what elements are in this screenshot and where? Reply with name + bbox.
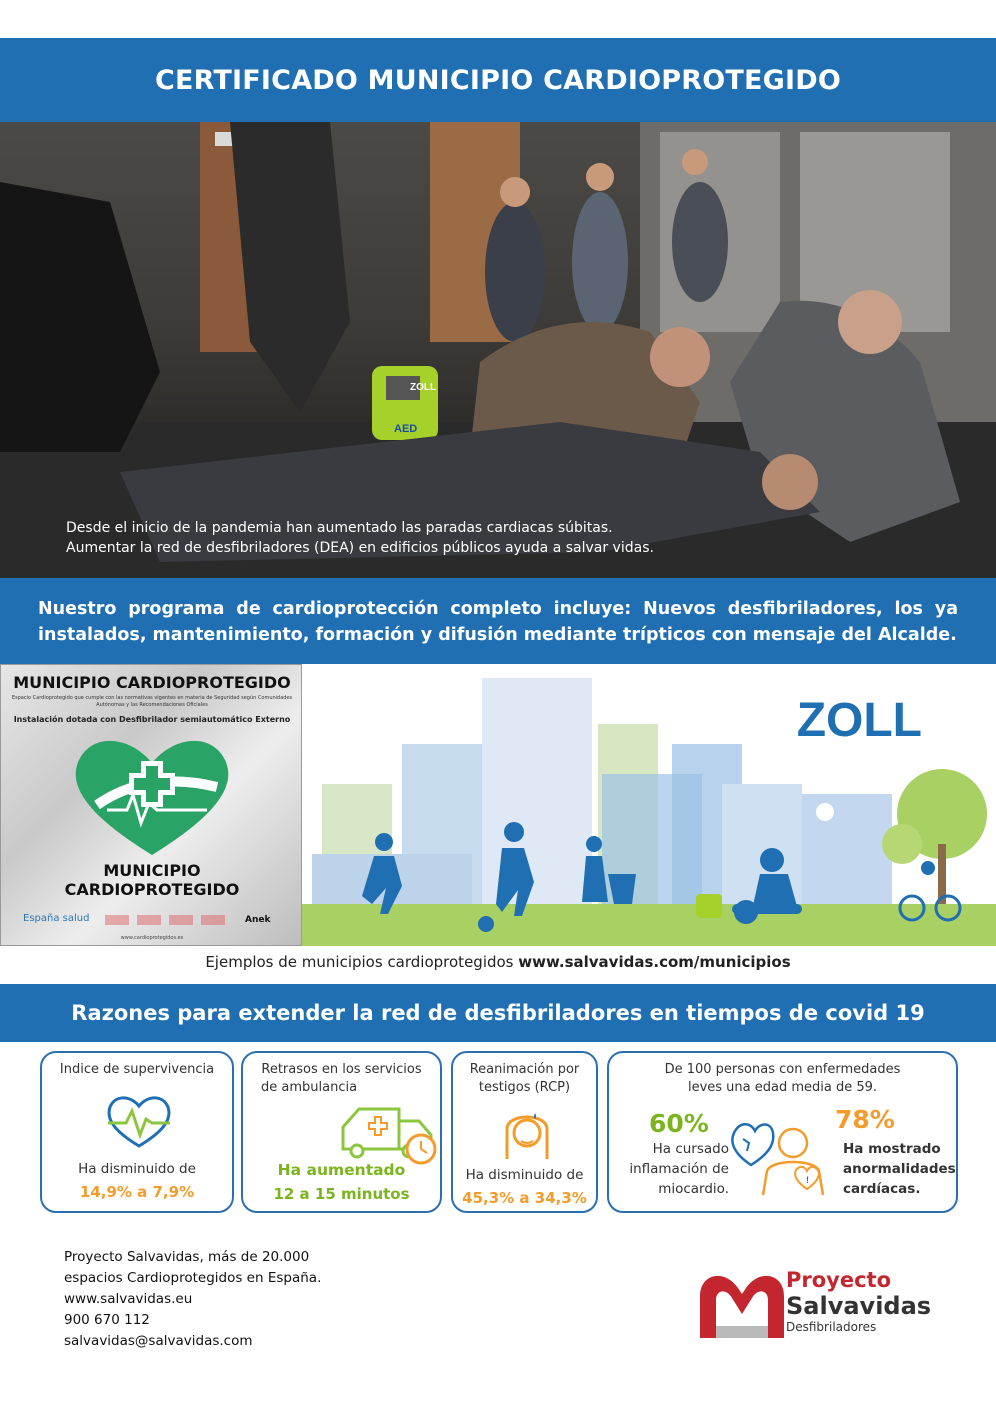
rescuer-head-icon [760, 848, 784, 872]
espana-salud-logo: España salud [23, 913, 90, 924]
program-line1: Nuestro programa de cardioprotección completo incluye: Nuevos desfibriladores, los ya [38, 599, 958, 619]
right-stat-line1: Ha mostrado [843, 1141, 941, 1157]
card-title [609, 1061, 956, 1097]
reasons-title: Razones para extender la red de desfibriladores en tiempos de covid 19 [71, 1001, 925, 1025]
card-title: Indice de supervivencia [59, 1062, 215, 1077]
cyclist-head-icon [921, 861, 935, 875]
program-line2: instalados, mantenimiento, formación y difusión mediante trípticos con mensaje del Alcalde. [38, 625, 957, 645]
hero-caption [66, 518, 654, 558]
iso-badge [105, 915, 129, 925]
examples-text: Ejemplos de municipios cardioprotegidos [205, 953, 519, 971]
salvavidas-hands-icon [694, 1266, 790, 1346]
footer-phone[interactable]: 900 670 112 [64, 1312, 150, 1328]
green-heart-icon [67, 725, 237, 865]
woman-head-icon [586, 836, 602, 852]
runner [230, 122, 350, 412]
examples-line [0, 948, 996, 976]
left-stat-line1: Ha cursado [652, 1141, 729, 1157]
program-band [0, 578, 996, 664]
card-title-line1: Retrasos en los servicios [261, 1062, 422, 1077]
left-stat-text [609, 1139, 729, 1199]
card-value: 12 a 15 minutos [273, 1185, 410, 1203]
ambulance-icon [339, 1097, 439, 1167]
certificate-plaque [0, 664, 302, 946]
right-stat-line2: anormalidades [843, 1161, 956, 1177]
card-title-line2: testigos (RCP) [478, 1080, 571, 1095]
iso-badge-2 [137, 915, 161, 925]
ball-icon [478, 916, 494, 932]
aed-label: AED [394, 423, 418, 435]
left-stat-value: 60% [649, 1109, 709, 1138]
tall-building [482, 678, 592, 904]
card-title-line2: de ambulancia [261, 1080, 358, 1095]
card-title [243, 1061, 440, 1097]
logo-line3: Desfibriladores [786, 1320, 877, 1334]
card-cpr [451, 1051, 598, 1213]
city-illustration [302, 664, 996, 946]
plaque-title: MUNICIPIO CARDIOPROTEGIDO [13, 673, 291, 692]
header-band [0, 38, 996, 122]
clock-building [802, 794, 892, 904]
patient-head-icon [734, 900, 758, 924]
footer-contact [64, 1247, 321, 1352]
page-title: CERTIFICADO MUNICIPIO CARDIOPROTEGIDO [154, 64, 842, 96]
rescuer-2-head [838, 290, 902, 354]
card-ambulance [241, 1051, 442, 1213]
card-title [453, 1061, 596, 1097]
walker-2-head [586, 163, 614, 191]
iso-badge-3 [169, 915, 193, 925]
plaque-logos [23, 909, 293, 933]
zoll-logo: ZOLL [796, 694, 922, 747]
walker [485, 202, 545, 342]
child-head-icon [504, 822, 524, 842]
card-desc: Ha aumentado [277, 1161, 406, 1179]
left-stat-line3: miocardio. [658, 1181, 729, 1197]
aed-icon [696, 894, 722, 918]
walker-head [500, 177, 530, 207]
card-desc: Ha disminuido de [78, 1161, 196, 1177]
plaque-name-line1: MUNICIPIO [103, 861, 201, 880]
hero-caption-line2: Aumentar la red de desfibriladores (DEA) en edificios públicos ayuda a salvar vidas. [66, 540, 654, 556]
plaque-subtitle: Espacio Cardioprotegido que cumple con las normativas vigentes en materia de Seguridad según Comunidades Autónomas y las Recomendaciones Oficiales [11, 695, 293, 708]
rescuer-1-head [650, 327, 710, 387]
lying-man-head [762, 454, 818, 510]
hero-scene [0, 122, 996, 578]
hero-caption-line1: Desde el inicio de la pandemia han aumentado las paradas cardiacas súbitas. [66, 520, 613, 536]
salvavidas-logo [694, 1262, 954, 1348]
footer-line1: Proyecto Salvavidas, más de 20.000 [64, 1249, 310, 1265]
clock-icon [816, 803, 834, 821]
card-title-line1: Reanimación por [469, 1062, 580, 1077]
plaque-name-line2: CARDIOPROTEGIDO [64, 880, 240, 899]
logo-line1: Proyecto [786, 1268, 892, 1292]
svg-text:!: ! [806, 1175, 809, 1185]
logo-line2: Salvavidas [786, 1292, 932, 1320]
card-desc: Ha disminuido de [465, 1167, 584, 1183]
anek-logo: Anek [245, 915, 271, 925]
city-scene [302, 664, 996, 946]
card-covid-heart [607, 1051, 958, 1213]
plaque-name [1, 861, 303, 899]
reasons-band [0, 984, 996, 1042]
right-stat-line3: cardíacas. [843, 1181, 921, 1197]
footer-website[interactable]: www.salvavidas.eu [64, 1291, 193, 1307]
card-title-line2: leves una edad media de 59. [687, 1080, 878, 1095]
card-survival [40, 1051, 234, 1213]
grass [302, 904, 996, 946]
runner-head-icon [375, 833, 393, 851]
card-value: 14,9% a 7,9% [79, 1183, 195, 1201]
heart-pulse-icon [104, 1091, 174, 1151]
heart-person-icon [727, 1115, 835, 1199]
card-title-line1: De 100 personas con enfermedades [664, 1062, 901, 1077]
walker-3 [672, 182, 728, 302]
examples-link[interactable]: www.salvavidas.com/municipios [518, 953, 791, 971]
foreground-person [0, 182, 160, 452]
hero-photo [0, 122, 996, 578]
right-stat-text [843, 1139, 956, 1199]
footer-email[interactable]: salvavidas@salvavidas.com [64, 1333, 253, 1349]
card-value: 45,3% a 34,3% [462, 1189, 587, 1207]
right-stat-value: 78% [835, 1105, 895, 1134]
middle-section [0, 664, 996, 946]
tree-icon-2 [882, 824, 922, 864]
plaque-url: www.cardioprotegidos.es [120, 935, 184, 941]
left-stat-line2: inflamación de [629, 1161, 729, 1177]
person-icon [499, 1103, 555, 1163]
footer-line2: espacios Cardioprotegidos en España. [64, 1270, 322, 1286]
aed-brand: ZOLL [410, 382, 437, 393]
plaque-installation: Instalación dotada con Desfibrilador semiautomático Externo [13, 715, 291, 724]
walker-3-head [682, 149, 708, 175]
walker-2 [572, 192, 628, 332]
iso-badge-4 [201, 915, 225, 925]
